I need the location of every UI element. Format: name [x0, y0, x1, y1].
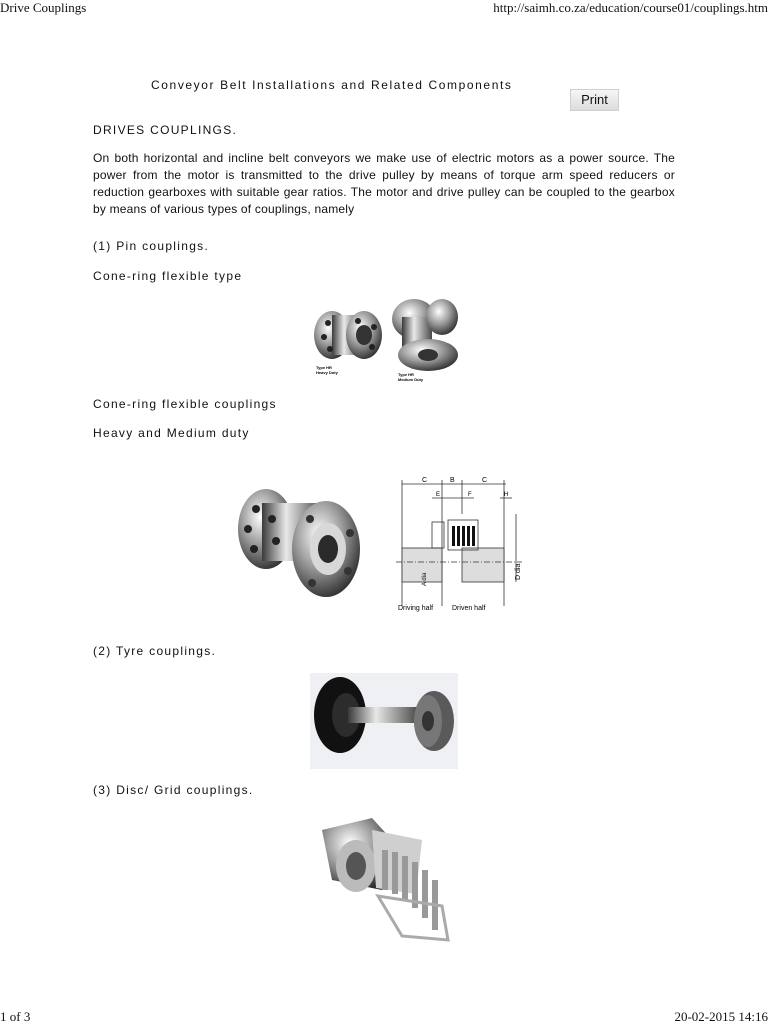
tyre-coupling-photo: [310, 673, 458, 769]
intro-paragraph: On both horizontal and incline belt conveyors we make use of electric motors as a power source. The power from the motor is transmitted to the drive pulley by means of torque arm speed reducers or reduction gearboxes with suitable gear ratios. The motor and drive pulley can be coupled to the gearbox by means of various types of couplings, namely: [93, 151, 675, 216]
cone-ring-type-label: Cone-ring flexible type: [93, 269, 243, 283]
dim-h: H: [504, 492, 509, 498]
page-header-url: http://saimh.co.za/education/course01/couplings.htm: [493, 0, 768, 15]
dim-c1: C: [422, 477, 428, 484]
disc-grid-couplings-heading: (3) Disc/ Grid couplings.: [93, 783, 254, 797]
print-button[interactable]: Print: [570, 89, 619, 111]
heavy-medium-duty-label: Heavy and Medium duty: [93, 426, 250, 440]
dim-d: D dia: [515, 563, 522, 580]
dim-a: A dia: [422, 572, 428, 586]
tyre-couplings-heading: (2) Tyre couplings.: [93, 644, 217, 658]
fig1-label-b1: Type HR: [398, 372, 414, 377]
page-footer-pagenum: 1 of 3: [0, 1009, 31, 1024]
coupling-dimension-drawing: [396, 474, 526, 614]
dim-e: E: [436, 492, 441, 498]
fig1-label-a2: Heavy Duty: [316, 370, 338, 375]
fig1-label-b2: Medium Duty: [398, 377, 424, 382]
dim-b: B: [450, 477, 455, 484]
document-title: Conveyor Belt Installations and Related Components: [151, 78, 513, 92]
pin-couplings-heading: (1) Pin couplings.: [93, 239, 210, 253]
dim-c2: C: [482, 477, 488, 484]
cone-ring-coupling-photo: [232, 483, 362, 603]
page-footer-timestamp: 20-02-2015 14:16: [674, 1009, 768, 1024]
pin-couplings-photo: [310, 297, 464, 385]
page-header-title: Drive Couplings: [0, 0, 87, 15]
dim-driven-half: Driven half: [452, 605, 486, 612]
fig1-label-a1: Type HR: [316, 365, 332, 370]
dim-driving-half: Driving half: [398, 605, 434, 612]
section-heading: DRIVES COUPLINGS.: [93, 123, 238, 137]
grid-coupling-photo: [312, 810, 462, 950]
cone-ring-couplings-label: Cone-ring flexible couplings: [93, 397, 277, 411]
dim-f: F: [468, 492, 472, 498]
